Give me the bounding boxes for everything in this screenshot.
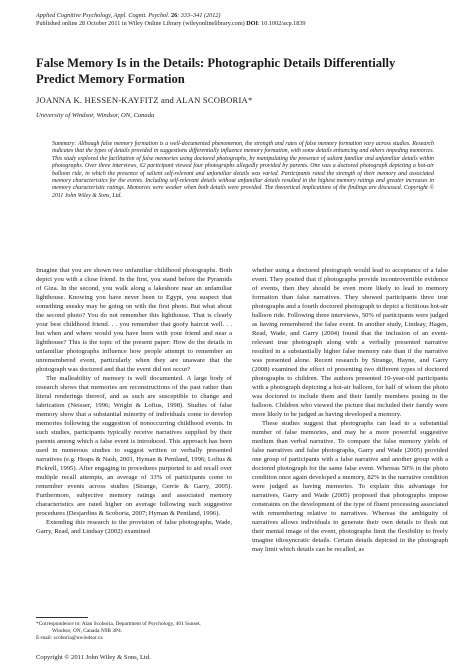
footnote-email: E-mail: scoboria@uwindsor.ca xyxy=(36,635,103,641)
body-column-left xyxy=(36,266,232,536)
paragraph: whether using a doctored photograph would lead to acceptance of a false event. They posited that if photographs provide incontrovertible evidence of events, then they should be even more likely to lead to memory formation than false narratives. They showed participants three true photographs and a fourth doctored photograph to depict a fictitious hot-air balloon ride. Following three interviews, 50% of participants were judged as having remembered the false event. In another study, Lindsay, Hagen, Read, Wade, and Garry (2004) found that the inclusion of an event-relevant true photograph along with a verbally presented narrative resulted in a substantially higher false memory rate than if the narrative was presented alone. Recent research by Strange, Hayne, and Garry (2008) examined the effect of presenting two different types of doctored photographs to children. The authors presented 10-year-old participants with a photograph depicting a hot-air balloon, for half of whom the photo was doctored to include them and their family members posing in the balloon. Children who viewed the picture that included their family were more likely to be judged as having developed a memory. xyxy=(252,267,448,418)
paragraph: Imagine that you are shown two unfamiliar childhood photographs. Both depict you with a close friend. In the first, you stand before the Pyramids of Giza. In the second, you walk along a lakeshore near an unfamiliar lighthouse. Knowing you have never been to Egypt, you suspect that something sneaky may be going on with the first photo. But what about the second photo? You do not remember this lighthouse. That is clearly your best childhood friend. . . you remember that goofy haircut well. . . but when and where would you have been with your friend and near a lighthouse? This is the topic of the present paper: How do the details in unfamiliar photographs influence how people attempt to remember an unremembered event, particularly when they are unaware that the photograph was doctored and that the event did not occur? xyxy=(36,267,232,373)
footnote-line: *Correspondence to: Alan Scoboria, Department of Psychology, 401 Sunset, xyxy=(36,621,201,627)
paragraph: These studies suggest that photographs can lead to a substantial number of false memories, and may be a more powerful suggestive medium than verbal narrative. To compare the false memory yields of false narratives and false photographs, Garry and Wade (2005) provided one group of participants with a false narrative and another group with a doctored photograph for the same false event. Whereas 50% in the photo condition once again developed a memory, 82% in the narrative condition were judged as having memories. To explain this advantage for narratives, Garry and Wade (2005) proposed that photographs impose constraints on the development of the type of fluent processing associated with remembering relative to narratives. Whereas the ambiguity of narratives allows individuals to generate their own details to flesh out their mental image of the event, photographs limit the flexibility to freely imagine idiosyncratic details. Certain details depicted in the photograph may limit which details can be recalled, as xyxy=(252,420,448,553)
abstract-text: Although false memory formation is a well-documented phenomenon, the strength and rates of false memory formation vary across studies. Research indicates that the types of details provided in suggestions differentially influence memory formation, with some details enhancing and others impeding memories. This study explored the facilitation of false memories using doctored photographs, by manipulating the presence of salient familiar and unfamiliar details within photographs. Over three interviews, 62 participant viewed four photographs allegedly provided by parents. One was a doctored photograph depicting a hot-air balloon ride, in which the presence of salient self-relevant and unfamiliar details was varied. Participants rated the strength of their memory and associated memory characteristics for the events. Including self-relevant details without unfamiliar details resulted in the highest memory ratings and greater increases in memory characteristic ratings. Memories were weaker when both details were provided. The theoretical implications of the findings are discussed. Copyright © 2011 John Wiley & Sons, Ltd. xyxy=(52,141,434,199)
journal-volume: 26 xyxy=(170,12,178,19)
paragraph: Extending this research to the provision of false photographs, Wade, Garry, Read, and Lindsay (2002) examined xyxy=(36,519,232,535)
paragraph: The malleability of memory is well documented. A large body of research shows that memories are reconstructions of the past rather than literal renderings thereof, and as such are susceptible to change and fabrication (Neisser, 1996; Wright & Loftus, 1998). Studies of false memory show that a substantial minority of individuals come to develop memories following the suggestion of nonoccurring childhood events. In such studies, participants typically receive narratives supplied by their parents among which a false event is introduced. This approach has been used in numerous studies to suggest written or verbally presented narratives (e.g. Heaps & Nash, 2001, Hyman & Pentland, 1996; Loftus & Pickrell, 1995). After engaging in procedures purported to aid recall over multiple recall attempts, an average of 33% of participants come to remember events across studies (Strange, Gerrie & Garry, 2005). Furthermore, subjective memory ratings and associated memory characteristics are rated higher on average following such suggestive procedures (Desjardins & Scoboria, 2007; Hyman & Pentland, 1996). xyxy=(36,375,232,517)
journal-citation xyxy=(36,12,446,20)
journal-pages: : 333–341 (2012) xyxy=(177,12,221,19)
doi-label: DOI xyxy=(246,20,258,27)
abstract-label: Summary: xyxy=(52,141,77,147)
journal-name: Applied Cognitive Psychology, Appl. Cognit. Psychol. xyxy=(36,12,170,19)
abstract xyxy=(52,141,434,200)
correspondence-footnote xyxy=(36,621,236,642)
footnote-line: Windsor, ON, Canada N9B 3P4. xyxy=(52,628,123,634)
article-title: False Memory Is in the Details: Photographic Details Differentially Predict Memory Formation xyxy=(36,56,396,86)
publication-line xyxy=(36,20,456,28)
doi-value: : 10.1002/acp.1839 xyxy=(257,20,306,27)
published-online-text: Published online 28 October 2011 in Wiley Online Library (wileyonlinelibrary.com) xyxy=(36,20,245,27)
body-column-right xyxy=(252,266,448,554)
author-affiliation: University of Windsor, Windsor, ON, Canada xyxy=(36,112,155,119)
footnote-divider xyxy=(36,617,88,618)
copyright-notice: Copyright © 2011 John Wiley & Sons, Ltd. xyxy=(36,654,151,661)
author-list: JOANNA K. HESSEN-KAYFITZ and ALAN SCOBORIA* xyxy=(36,95,253,105)
